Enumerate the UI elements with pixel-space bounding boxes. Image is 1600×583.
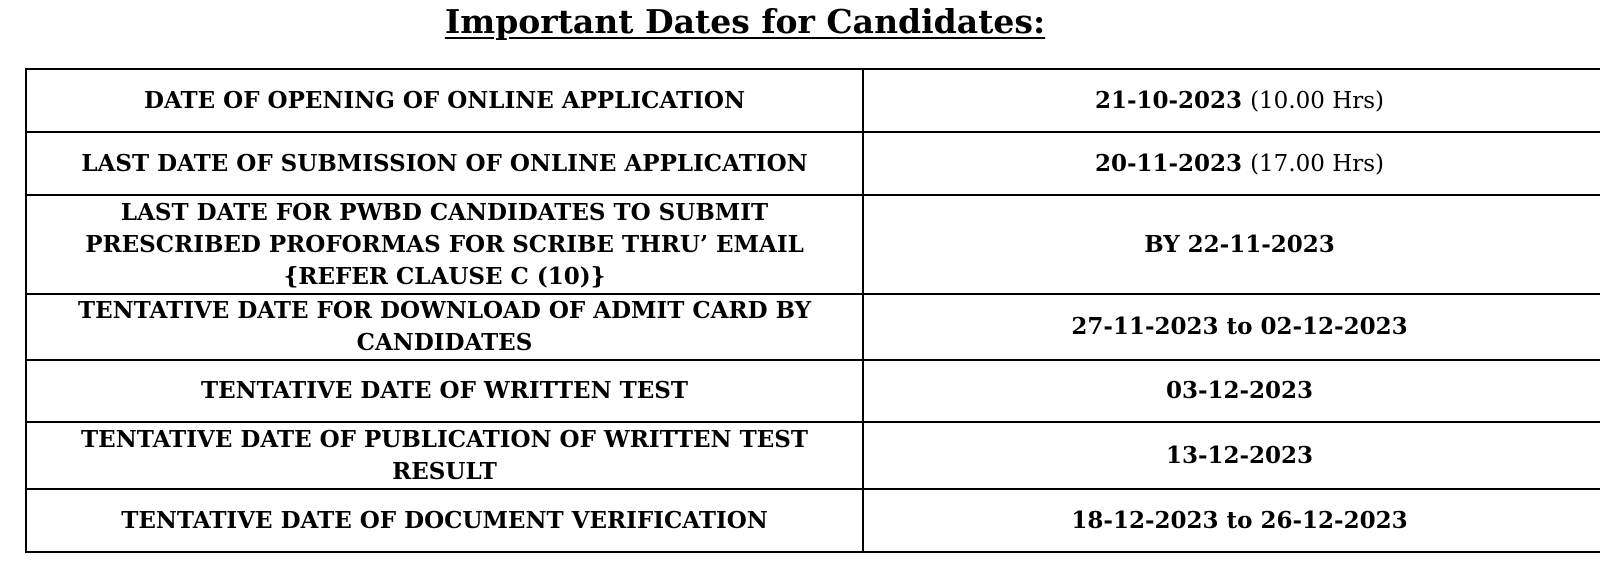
table-row — [26, 294, 1600, 360]
event-label: TENTATIVE DATE OF PUBLICATION OF WRITTEN TEST RESULT — [26, 422, 863, 489]
event-date: 18-12-2023 to 26-12-2023 — [1071, 506, 1408, 534]
page-title: Important Dates for Candidates: — [444, 2, 1046, 41]
event-date: 21-10-2023 — [1094, 86, 1243, 114]
event-date-cell — [863, 195, 1600, 294]
event-date-cell — [863, 294, 1600, 360]
event-date-cell — [863, 489, 1600, 552]
event-date: 20-11-2023 — [1094, 149, 1243, 177]
event-date: 03-12-2023 — [1165, 377, 1314, 404]
event-time-note: (17.00 Hrs) — [1250, 150, 1385, 177]
table-row — [26, 422, 1600, 489]
event-date: 13-12-2023 — [1165, 441, 1314, 469]
event-date-cell — [863, 132, 1600, 195]
event-date-cell — [863, 360, 1600, 422]
event-label: LAST DATE OF SUBMISSION OF ONLINE APPLICATION — [26, 132, 863, 195]
important-dates-table — [25, 68, 1600, 553]
table-row — [26, 195, 1600, 294]
event-label: TENTATIVE DATE OF WRITTEN TEST — [26, 360, 863, 422]
table-row — [26, 69, 1600, 132]
table-row — [26, 132, 1600, 195]
event-label: TENTATIVE DATE OF DOCUMENT VERIFICATION — [26, 489, 863, 552]
event-label: DATE OF OPENING OF ONLINE APPLICATION — [26, 69, 863, 132]
event-date: 27-11-2023 to 02-12-2023 — [1071, 313, 1408, 340]
table-row — [26, 360, 1600, 422]
event-label: LAST DATE FOR PWBD CANDIDATES TO SUBMIT PRESCRIBED PROFORMAS FOR SCRIBE THRU’ EMAIL {REFER CLAUSE C (10)} — [26, 195, 863, 294]
event-label: TENTATIVE DATE FOR DOWNLOAD OF ADMIT CARD BY CANDIDATES — [26, 294, 863, 360]
event-date-cell — [863, 422, 1600, 489]
event-time-note: (10.00 Hrs) — [1250, 87, 1385, 114]
event-date: BY 22-11-2023 — [1144, 230, 1335, 258]
event-date-cell — [863, 69, 1600, 132]
table-row — [26, 489, 1600, 552]
